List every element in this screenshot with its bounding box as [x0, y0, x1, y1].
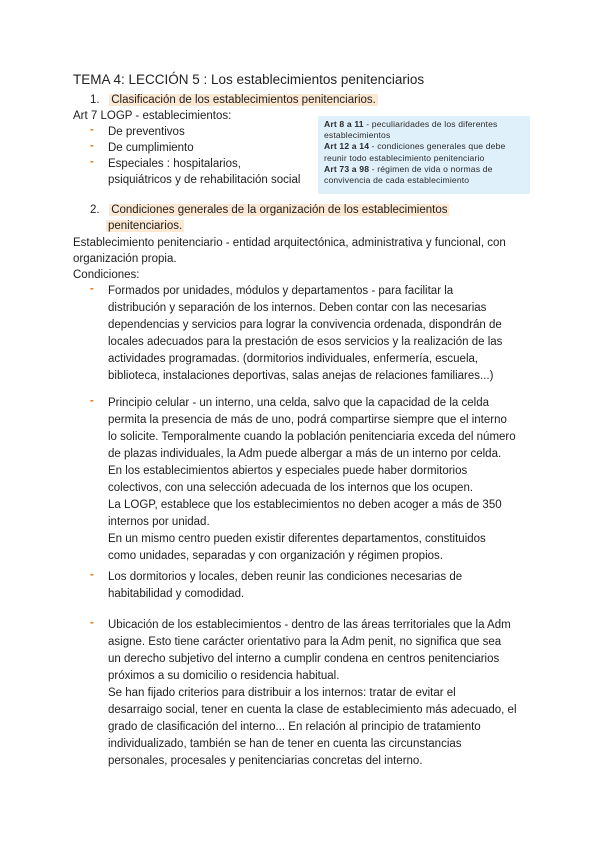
text-line: La LOGP, establece que los establecimientos no deben acoger a más de 350: [108, 499, 502, 511]
section1-item: De cumplimiento: [108, 142, 194, 154]
text-line: un derecho subjetivo del interno a cumplir condena en centros penitenciarios: [108, 653, 500, 665]
note-line: [324, 119, 524, 130]
section2-heading-cont: [106, 218, 184, 235]
note-bold-ref: Art 73 a 98: [324, 163, 370, 174]
note-line: reunir todo establecimiento penitenciario: [324, 152, 485, 163]
condition-bullet-1: [108, 283, 528, 385]
note-line: convivencia de cada establecimiento: [324, 175, 470, 186]
text-line: asigne. Esto tiene carácter orientativo para la Adm penit, no significa que sea: [108, 636, 502, 648]
condition-bullet-4: [108, 617, 528, 770]
condition-bullet-2: [108, 395, 528, 565]
bullet-marker: -: [90, 156, 94, 168]
text-line: lo solicite. Temporalmente cuando la población penitenciaria exceda del número: [108, 431, 516, 443]
bullet-marker: -: [90, 569, 94, 581]
section2-heading-text2: penitenciarios.: [108, 220, 183, 232]
page-title: TEMA 4: LECCIÓN 5 : Los establecimientos penitenciarios: [73, 72, 425, 87]
note-bold-ref: Art 12 a 14: [324, 141, 370, 152]
text-line: actividades programadas. (dormitorios individuales, enfermería, escuela,: [108, 353, 479, 365]
section1-heading-text: Clasificación de los establecimientos penitenciarios.: [111, 94, 376, 106]
note-line: [324, 164, 524, 175]
text-line: dependencias y servicios para lograr la convivencia ordenada, dispondrán de: [108, 319, 502, 331]
text-line: biblioteca, instalaciones deportivas, salas anejas de relaciones familiares...): [108, 370, 494, 382]
text-line: internos por unidad.: [108, 516, 210, 528]
text-line: habitabilidad y comodidad.: [108, 588, 245, 600]
text-line: Formados por unidades, módulos y departamentos - para facilitar la: [108, 285, 454, 297]
bullet-marker: -: [90, 283, 94, 295]
note-text: - régimen de vida o normas de: [369, 163, 493, 174]
section2-heading: [90, 202, 449, 219]
bullet-marker: -: [90, 617, 94, 629]
section1-item: De preventivos: [108, 126, 185, 138]
text-line: distribución y separación de los internos. Deben contar con las necesarias: [108, 302, 487, 314]
section1-intro: Art 7 LOGP - establecimientos:: [73, 110, 232, 122]
text-line: Los dormitorios y locales, deben reunir las condiciones necesarias de: [108, 571, 463, 583]
definition-line: Establecimiento penitenciario - entidad arquitectónica, administrativa y funcional, con: [73, 237, 506, 249]
article-note-box: [318, 116, 530, 194]
definition-line: organización propia.: [73, 253, 177, 265]
note-bold-ref: Art 8 a 11: [324, 119, 364, 129]
note-line: establecimientos: [324, 130, 391, 141]
section1-item: Especiales : hospitalarios,: [108, 158, 241, 170]
note-line: [324, 141, 524, 152]
section2-heading-text: Condiciones generales de la organización de los establecimientos: [111, 204, 448, 216]
text-line: locales adecuados para la prestación de esos servicios y la realización de las: [108, 336, 503, 348]
text-line: En un mismo centro pueden existir diferentes departamentos, constituidos: [108, 533, 486, 545]
condition-bullet-3: [108, 569, 528, 603]
section1-heading: [90, 92, 378, 109]
text-line: Principio celular - un interno, una celda, salvo que la capacidad de la celda: [108, 397, 490, 409]
text-line: de plazas individuales, la Adm puede albergar a más de un interno por celda.: [108, 448, 502, 460]
text-line: como unidades, separadas y con organización y régimen propios.: [108, 550, 443, 562]
bullet-marker: -: [90, 395, 94, 407]
text-line: Se han fijado criterios para distribuir a los internos: tratar de evitar el: [108, 687, 456, 699]
bullet-marker: -: [90, 140, 94, 152]
section1-number: 1.: [90, 94, 100, 106]
text-line: Ubicación de los establecimientos - dentro de las áreas territoriales que la Adm: [108, 619, 511, 631]
section2-number: 2.: [90, 204, 100, 216]
bullet-marker: -: [90, 124, 94, 136]
conditions-label: Condiciones:: [73, 269, 140, 281]
text-line: individualizado, también se han de tener en cuenta las circunstancias: [108, 738, 462, 750]
note-text: - peculiaridades de los diferentes: [363, 119, 498, 129]
section1-item: psiquiátricos y de rehabilitación social: [108, 174, 301, 186]
text-line: próximos a su domicilio o residencia habitual.: [108, 670, 340, 682]
text-line: En los establecimientos abiertos y especiales puede haber dormitorios: [108, 465, 468, 477]
text-line: permita la presencia de más de uno, podrá compartirse siempre que el interno: [108, 414, 507, 426]
note-text: - condiciones generales que debe: [369, 141, 506, 152]
text-line: colectivos, con una selección adecuada de los internos que los ocupen.: [108, 482, 474, 494]
text-line: grado de clasificación del interno... En relación al principio de tratamiento: [108, 721, 481, 733]
text-line: personales, procesales y penitenciarias concretas del interno.: [108, 755, 423, 767]
text-line: desarraigo social, tener en cuenta la clase de establecimiento más adecuado, el: [108, 704, 517, 716]
